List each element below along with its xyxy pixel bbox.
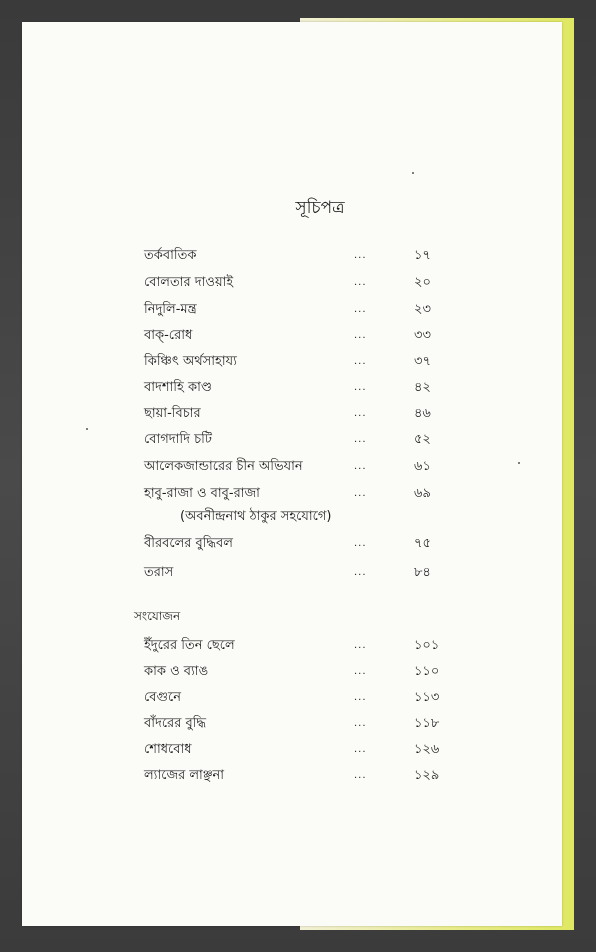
toc-entry-title: কিঞ্চিৎ অর্থসাহায্য: [144, 354, 237, 369]
toc-leader: ...: [354, 567, 367, 578]
toc-entry-title: বাঁদরের বুদ্ধি: [144, 716, 206, 731]
scan-speck: [518, 462, 520, 464]
appendix-entry: [144, 766, 444, 790]
toc-entry-title: বাক্-রোধ: [144, 328, 193, 343]
toc-leader: ...: [354, 488, 367, 499]
toc-entry-title: ইঁদুরের তিন ছেলে: [144, 638, 235, 653]
toc-entry: [144, 404, 444, 428]
toc-entry: [144, 484, 444, 508]
toc-entry-page: ৬১: [414, 459, 431, 474]
toc-entry-title: হাবু-রাজা ও বাবু-রাজা: [144, 486, 260, 501]
toc-leader: ...: [354, 304, 367, 315]
toc-entry-title: কাক ও ব্যাঙ: [144, 664, 209, 679]
toc-entry-page: ২০: [414, 275, 431, 290]
toc-leader: ...: [354, 330, 367, 341]
toc-entry-title: ছায়া-বিচার: [144, 406, 201, 421]
toc-entry-page: ১২৯: [414, 768, 440, 783]
toc-entry: [144, 430, 444, 454]
toc-entry: [144, 563, 444, 587]
toc-entry-page: ১১৮: [414, 716, 440, 731]
page-title: সূচিপত্র: [295, 198, 345, 218]
toc-leader: ...: [354, 538, 367, 549]
toc-entry-title: তরাস: [144, 565, 174, 580]
toc-entry-title: বেগুনে: [144, 690, 182, 705]
toc-entry-page: ১১৩: [414, 690, 440, 705]
toc-leader: ...: [354, 770, 367, 781]
toc-entry-page: ৪৬: [414, 406, 431, 421]
toc-entry-title: শোধবোধ: [144, 742, 192, 757]
toc-entry-title: তর্কবাতিক: [144, 248, 197, 263]
toc-entry: [144, 300, 444, 324]
toc-leader: ...: [354, 382, 367, 393]
toc-leader: ...: [354, 692, 367, 703]
toc-leader: ...: [354, 277, 367, 288]
toc-entry-page: ৭৫: [414, 536, 431, 551]
toc-entry: [144, 273, 444, 297]
toc-entry-title: বোগদাদি চটি: [144, 432, 212, 447]
toc-entry: [144, 534, 444, 558]
toc-entry-page: ১০১: [414, 638, 440, 653]
toc-leader: ...: [354, 461, 367, 472]
toc-entry-note: (অবনীন্দ্রনাথ ঠাকুর সহযোগে): [180, 509, 332, 524]
appendix-entry: [144, 636, 444, 660]
toc-leader: ...: [354, 250, 367, 261]
toc-entry-title: ল্যাজের লাঞ্ছনা: [144, 768, 225, 783]
toc-entry-title: আলেকজান্ডারের চীন অভিযান: [144, 459, 303, 474]
scan-speck: [86, 428, 88, 430]
appendix-entry: [144, 740, 444, 764]
toc-entry-title: বোলতার দাওয়াই: [144, 275, 234, 290]
appendix-entry: [144, 714, 444, 738]
toc-leader: ...: [354, 434, 367, 445]
toc-leader: ...: [354, 356, 367, 367]
toc-entry-page: ১১০: [414, 664, 440, 679]
toc-entry: [144, 352, 444, 376]
toc-entry: [144, 246, 444, 270]
toc-entry-page: ৩৩: [414, 328, 431, 343]
toc-entry-page: ৮৪: [414, 565, 431, 580]
toc-entry: [144, 378, 444, 402]
toc-entry: [144, 326, 444, 350]
toc-entry-page: ১৭: [414, 248, 431, 263]
toc-entry-title: বীরবলের বুদ্ধিবল: [144, 536, 233, 551]
toc-entry: [144, 457, 444, 481]
scan-speck: [412, 172, 414, 174]
toc-leader: ...: [354, 666, 367, 677]
toc-entry-title: নিদুলি-মন্ত্র: [144, 302, 197, 317]
toc-entry-title: বাদশাহি কাণ্ড: [144, 380, 212, 395]
appendix-heading: সংযোজন: [134, 609, 181, 623]
toc-entry-page: ৩৭: [414, 354, 431, 369]
toc-leader: ...: [354, 744, 367, 755]
toc-entry-page: ১২৬: [414, 742, 440, 757]
toc-leader: ...: [354, 640, 367, 651]
appendix-entry: [144, 688, 444, 712]
toc-entry-page: ৬৯: [414, 486, 431, 501]
toc-entry-page: ৫২: [414, 432, 431, 447]
toc-leader: ...: [354, 718, 367, 729]
toc-entry-page: ২৩: [414, 302, 431, 317]
appendix-entry: [144, 662, 444, 686]
toc-entry-page: ৪২: [414, 380, 431, 395]
toc-leader: ...: [354, 408, 367, 419]
